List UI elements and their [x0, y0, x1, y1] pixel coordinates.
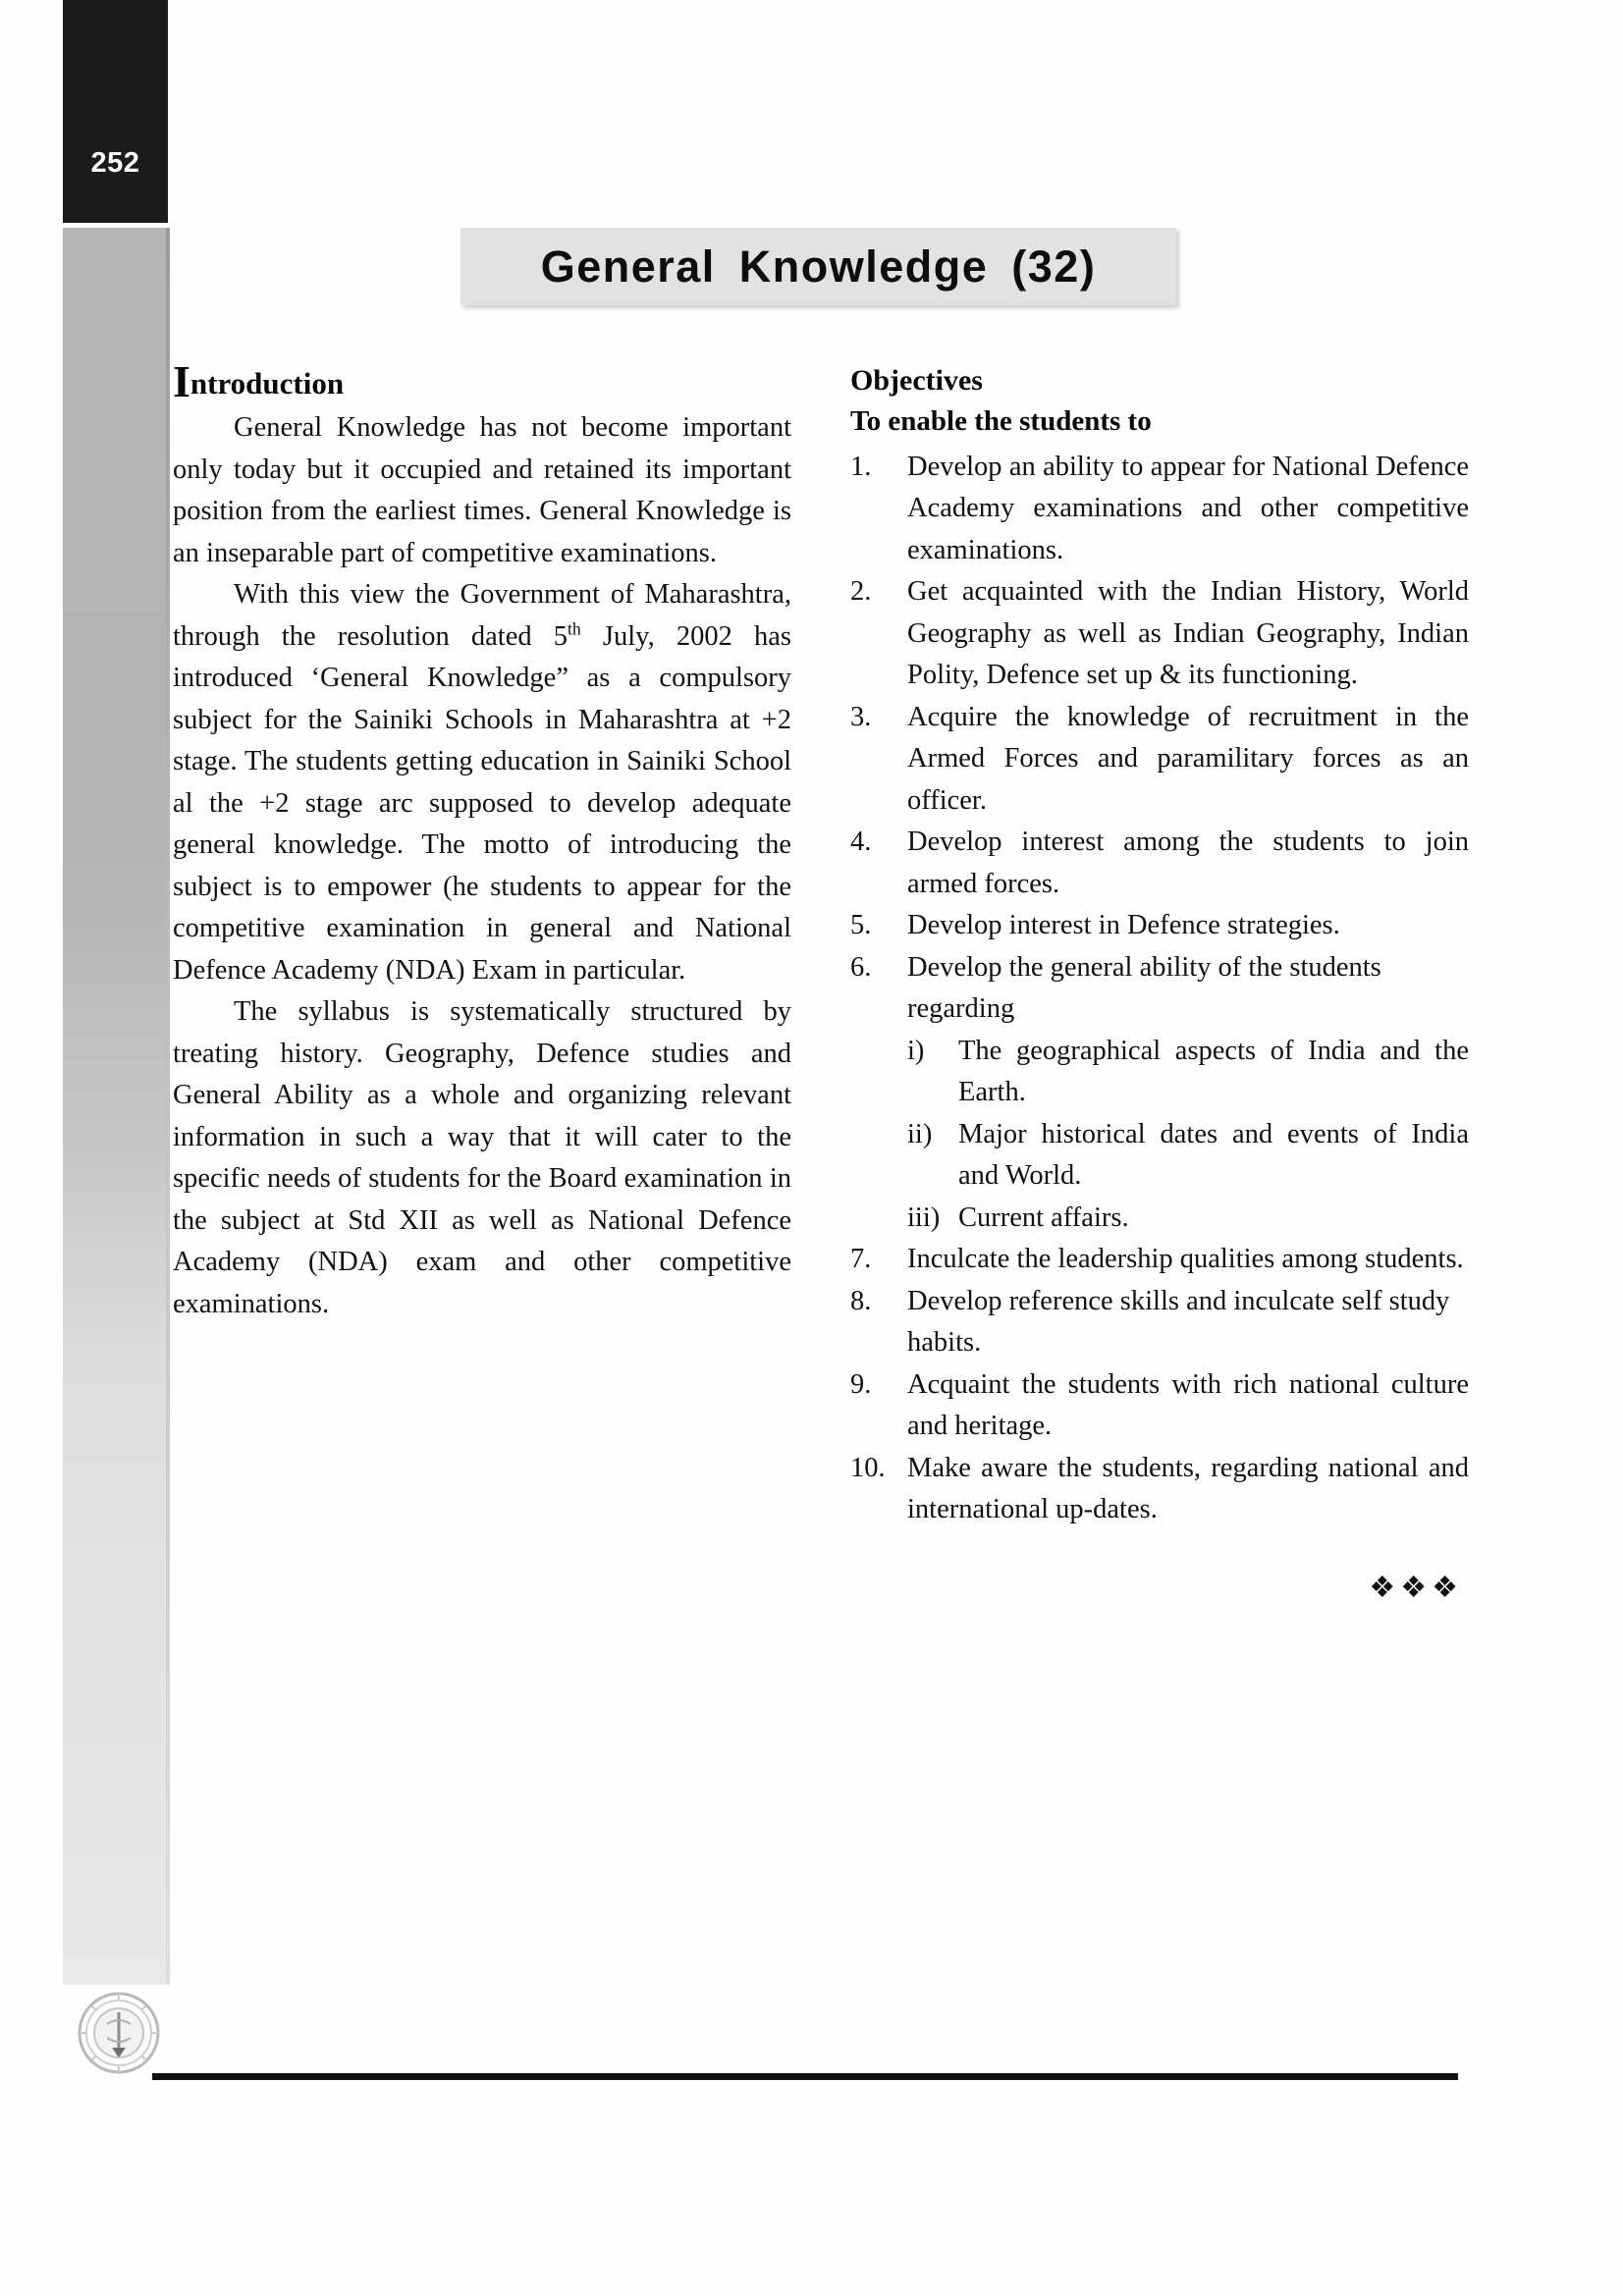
section-end-ornament: ❖❖❖ [1369, 1571, 1463, 1604]
list-item [850, 697, 1469, 823]
intro-paragraph-2-after: July, 2002 has introduced ‘General Knowledge” as a compulsory subject for the Sainiki Schools in Maharashtra at +2 stage. The students getting education in Sainiki School al the +2 stage arc supposed to develop adequate general knowledge. The motto of introducing the subject is to empower (he students to appear for the competitive examination in general and National Defence Academy (NDA) Exam in particular. [173, 620, 791, 986]
introduction-dropcap: I [173, 356, 190, 406]
list-marker: 3. [850, 701, 872, 732]
list-text: Develop interest among the students to join armed forces. [907, 827, 1469, 899]
objective-6-subitems [907, 1031, 1469, 1240]
page-title: General Knowledge (32) [540, 240, 1097, 292]
list-text: Develop an ability to appear for National Defence Academy examinations and other competitive examinations. [907, 451, 1469, 565]
list-item [850, 571, 1469, 697]
list-marker: 1. [850, 451, 872, 482]
intro-paragraph-2 [173, 574, 791, 991]
sub-list-text: Major historical dates and events of India and World. [958, 1118, 1469, 1192]
sub-list-text: The geographical aspects of India and the Earth. [958, 1035, 1469, 1108]
list-item [850, 905, 1469, 947]
list-item [850, 822, 1469, 905]
list-marker: 10. [850, 1452, 886, 1483]
list-marker: 6. [850, 951, 872, 983]
introduction-heading-rest: ntroduction [189, 366, 345, 400]
list-text: Develop the general ability of the students regarding [907, 951, 1381, 1025]
list-marker: 5. [850, 910, 872, 941]
sub-list-item [907, 1114, 1469, 1198]
intro-paragraph-3: The syllabus is systematically structured by treating history. Geography, Defence studies and General Ability as a whole and organizing relevant information in such a way that it will cater to the specific needs of students for the Board examination in the subject at Std XII as well as National Defence Academy (NDA) exam and other competitive examinations. [173, 996, 791, 1319]
list-item [850, 1239, 1469, 1281]
left-margin-strip-edge [166, 228, 170, 1985]
introduction-heading [173, 356, 791, 406]
list-text: Inculcate the leadership qualities among students. [907, 1244, 1464, 1275]
left-margin-strip [63, 228, 166, 1985]
footer-rule [152, 2073, 1458, 2080]
page-number-block [63, 0, 168, 223]
list-item [850, 1364, 1469, 1448]
page-number: 252 [90, 147, 140, 179]
sub-list-item [907, 1031, 1469, 1114]
list-item [850, 1448, 1469, 1531]
sub-list-marker: i) [907, 1035, 925, 1066]
list-marker: 4. [850, 827, 872, 858]
institution-seal-icon [77, 1991, 161, 2075]
list-marker: 2. [850, 576, 872, 608]
sub-list-marker: iii) [907, 1201, 941, 1233]
objectives-list-continued [850, 1239, 1469, 1531]
objectives-list [850, 447, 1469, 1031]
list-marker: 7. [850, 1244, 872, 1275]
list-text: Develop interest in Defence strategies. [907, 910, 1340, 941]
list-marker: 8. [850, 1285, 872, 1316]
sub-list-item [907, 1198, 1469, 1240]
sub-list-text: Current affairs. [958, 1201, 1129, 1233]
list-item [850, 1281, 1469, 1364]
objectives-subheading: To enable the students to [850, 405, 1152, 437]
list-text: Make aware the students, regarding national and international up-dates. [907, 1452, 1469, 1525]
list-text: Develop reference skills and inculcate self study habits. [907, 1285, 1450, 1359]
intro-paragraph-2-before: With this view the Government of Maharashtra, through the resolution dated 5 [173, 579, 791, 652]
list-marker: 9. [850, 1368, 872, 1400]
sub-list-marker: ii) [907, 1118, 933, 1149]
ordinal-superscript: th [568, 618, 581, 639]
list-item [850, 447, 1469, 572]
chapter-title-banner [460, 228, 1176, 305]
list-text: Acquaint the students with rich national culture and heritage. [907, 1368, 1469, 1442]
intro-paragraph-1: General Knowledge has not become important only today but it occupied and retained its important position from the earliest times. General Knowledge is an inseparable part of competitive examinations. [173, 412, 791, 568]
objectives-heading: Objectives [850, 364, 983, 397]
list-item [850, 947, 1469, 1031]
two-column-body [173, 356, 1469, 1605]
list-text: Acquire the knowledge of recruitment in the Armed Forces and paramilitary forces as an officer. [907, 701, 1469, 816]
objective-6-subitems-wrapper [850, 1031, 1469, 1240]
left-column [173, 356, 791, 1605]
right-column [850, 361, 1469, 1605]
list-text: Get acquainted with the Indian History, World Geography as well as Indian Geography, Indian Polity, Defence set up & its functioning. [907, 576, 1469, 691]
